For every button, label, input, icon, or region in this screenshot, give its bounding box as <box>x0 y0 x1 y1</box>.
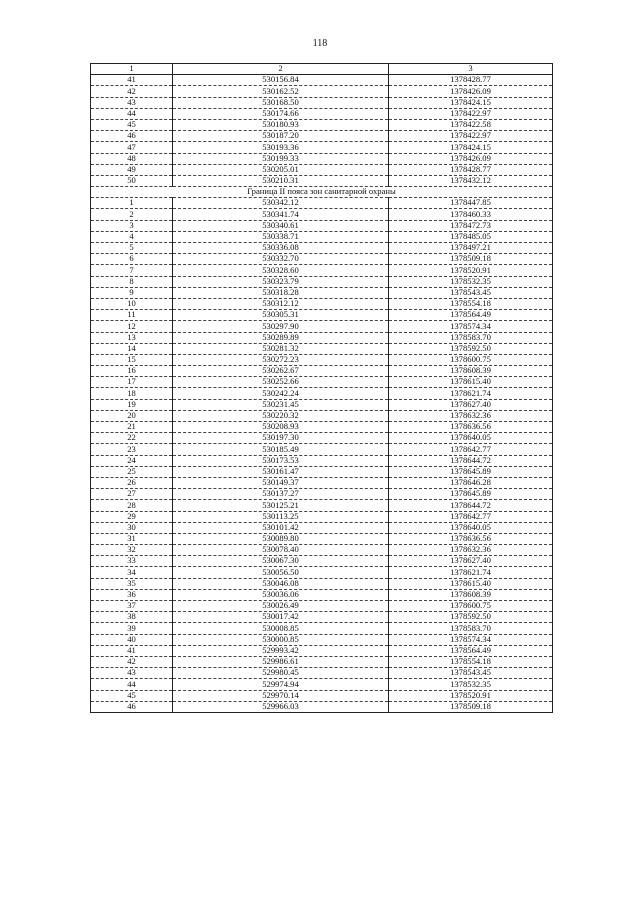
x-coordinate-cell: 530199.33 <box>173 153 389 164</box>
y-coordinate-cell: 1378564.49 <box>389 310 553 321</box>
y-coordinate-cell: 1378632.36 <box>389 545 553 556</box>
table-row <box>91 265 553 276</box>
x-coordinate-cell: 530161.47 <box>173 466 389 477</box>
point-number-cell: 43 <box>91 97 173 108</box>
table-row <box>91 634 553 645</box>
point-number-cell: 44 <box>91 679 173 690</box>
y-coordinate-cell: 1378426.09 <box>389 153 553 164</box>
y-coordinate-cell: 1378600.75 <box>389 601 553 612</box>
x-coordinate-cell: 530026.49 <box>173 601 389 612</box>
table-row <box>91 466 553 477</box>
point-number-cell: 8 <box>91 276 173 287</box>
y-coordinate-cell: 1378460.33 <box>389 209 553 220</box>
table-row <box>91 455 553 466</box>
point-number-cell: 32 <box>91 545 173 556</box>
x-coordinate-cell: 530067.30 <box>173 556 389 567</box>
table-row <box>91 276 553 287</box>
y-coordinate-cell: 1378636.56 <box>389 422 553 433</box>
table-row <box>91 612 553 623</box>
point-number-cell: 22 <box>91 433 173 444</box>
y-coordinate-cell: 1378554.18 <box>389 298 553 309</box>
x-coordinate-cell: 530332.70 <box>173 254 389 265</box>
column-header-point-number: 1 <box>91 64 173 75</box>
x-coordinate-cell: 530252.66 <box>173 377 389 388</box>
x-coordinate-cell: 530078.40 <box>173 545 389 556</box>
section-title-row <box>91 187 553 198</box>
table-row <box>91 545 553 556</box>
table-row <box>91 533 553 544</box>
y-coordinate-cell: 1378632.36 <box>389 410 553 421</box>
table-row <box>91 578 553 589</box>
x-coordinate-cell: 530180.93 <box>173 119 389 130</box>
table-row <box>91 332 553 343</box>
table-row <box>91 567 553 578</box>
x-coordinate-cell: 529993.42 <box>173 645 389 656</box>
table-row <box>91 623 553 634</box>
y-coordinate-cell: 1378615.40 <box>389 578 553 589</box>
y-coordinate-cell: 1378422.58 <box>389 119 553 130</box>
point-number-cell: 15 <box>91 354 173 365</box>
table-row <box>91 489 553 500</box>
x-coordinate-cell: 530101.42 <box>173 522 389 533</box>
point-number-cell: 3 <box>91 220 173 231</box>
table-row <box>91 119 553 130</box>
x-coordinate-cell: 530008.85 <box>173 623 389 634</box>
table-row <box>91 589 553 600</box>
table-row <box>91 701 553 712</box>
y-coordinate-cell: 1378447.85 <box>389 198 553 209</box>
y-coordinate-cell: 1378627.40 <box>389 399 553 410</box>
point-number-cell: 9 <box>91 287 173 298</box>
x-coordinate-cell: 530272.23 <box>173 354 389 365</box>
x-coordinate-cell: 530341.74 <box>173 209 389 220</box>
table-row <box>91 444 553 455</box>
table-row <box>91 500 553 511</box>
y-coordinate-cell: 1378640.05 <box>389 522 553 533</box>
point-number-cell: 29 <box>91 511 173 522</box>
point-number-cell: 27 <box>91 489 173 500</box>
x-coordinate-cell: 530289.89 <box>173 332 389 343</box>
y-coordinate-cell: 1378424.15 <box>389 142 553 153</box>
x-coordinate-cell: 530056.50 <box>173 567 389 578</box>
table-row <box>91 410 553 421</box>
y-coordinate-cell: 1378644.72 <box>389 500 553 511</box>
x-coordinate-cell: 530185.49 <box>173 444 389 455</box>
point-number-cell: 16 <box>91 366 173 377</box>
x-coordinate-cell: 530156.84 <box>173 75 389 86</box>
table-row <box>91 522 553 533</box>
table-row <box>91 399 553 410</box>
table-row <box>91 343 553 354</box>
table-row <box>91 388 553 399</box>
point-number-cell: 13 <box>91 332 173 343</box>
point-number-cell: 36 <box>91 589 173 600</box>
y-coordinate-cell: 1378646.28 <box>389 477 553 488</box>
x-coordinate-cell: 530173.53 <box>173 455 389 466</box>
table-row <box>91 668 553 679</box>
point-number-cell: 19 <box>91 399 173 410</box>
x-coordinate-cell: 530089.80 <box>173 533 389 544</box>
table-row <box>91 366 553 377</box>
point-number-cell: 41 <box>91 645 173 656</box>
point-number-cell: 20 <box>91 410 173 421</box>
table-row <box>91 231 553 242</box>
point-number-cell: 23 <box>91 444 173 455</box>
x-coordinate-cell: 529966.03 <box>173 701 389 712</box>
x-coordinate-cell: 530174.66 <box>173 108 389 119</box>
x-coordinate-cell: 529980.45 <box>173 668 389 679</box>
x-coordinate-cell: 530340.61 <box>173 220 389 231</box>
x-coordinate-cell: 530187.20 <box>173 131 389 142</box>
y-coordinate-cell: 1378621.74 <box>389 388 553 399</box>
table-header-row <box>91 64 553 75</box>
point-number-cell: 11 <box>91 310 173 321</box>
x-coordinate-cell: 530000.85 <box>173 634 389 645</box>
table-row <box>91 164 553 175</box>
y-coordinate-cell: 1378428.77 <box>389 75 553 86</box>
table-row <box>91 298 553 309</box>
table-row <box>91 142 553 153</box>
y-coordinate-cell: 1378636.56 <box>389 533 553 544</box>
table-row <box>91 690 553 701</box>
table-row <box>91 97 553 108</box>
x-coordinate-cell: 530197.30 <box>173 433 389 444</box>
x-coordinate-cell: 530262.67 <box>173 366 389 377</box>
point-number-cell: 42 <box>91 86 173 97</box>
point-number-cell: 6 <box>91 254 173 265</box>
y-coordinate-cell: 1378509.18 <box>389 254 553 265</box>
point-number-cell: 21 <box>91 422 173 433</box>
coordinates-table <box>90 63 553 713</box>
table-row <box>91 377 553 388</box>
section-title: Граница II пояса зон санитарной охраны <box>91 187 553 198</box>
point-number-cell: 25 <box>91 466 173 477</box>
point-number-cell: 34 <box>91 567 173 578</box>
x-coordinate-cell: 530168.50 <box>173 97 389 108</box>
y-coordinate-cell: 1378520.91 <box>389 265 553 276</box>
y-coordinate-cell: 1378645.89 <box>389 466 553 477</box>
y-coordinate-cell: 1378543.45 <box>389 668 553 679</box>
x-coordinate-cell: 530297.90 <box>173 321 389 332</box>
table-row <box>91 433 553 444</box>
y-coordinate-cell: 1378472.73 <box>389 220 553 231</box>
point-number-cell: 4 <box>91 231 173 242</box>
point-number-cell: 38 <box>91 612 173 623</box>
x-coordinate-cell: 530318.28 <box>173 287 389 298</box>
table-row <box>91 243 553 254</box>
y-coordinate-cell: 1378509.18 <box>389 701 553 712</box>
y-coordinate-cell: 1378583.70 <box>389 623 553 634</box>
table-row <box>91 310 553 321</box>
table-row <box>91 198 553 209</box>
x-coordinate-cell: 530046.08 <box>173 578 389 589</box>
x-coordinate-cell: 529986.61 <box>173 656 389 667</box>
y-coordinate-cell: 1378554.18 <box>389 656 553 667</box>
y-coordinate-cell: 1378532.35 <box>389 276 553 287</box>
table-row <box>91 601 553 612</box>
y-coordinate-cell: 1378640.05 <box>389 433 553 444</box>
x-coordinate-cell: 530323.79 <box>173 276 389 287</box>
point-number-cell: 2 <box>91 209 173 220</box>
x-coordinate-cell: 530336.08 <box>173 243 389 254</box>
point-number-cell: 30 <box>91 522 173 533</box>
table-row <box>91 220 553 231</box>
point-number-cell: 18 <box>91 388 173 399</box>
table-row <box>91 175 553 186</box>
y-coordinate-cell: 1378600.75 <box>389 354 553 365</box>
table-row <box>91 131 553 142</box>
y-coordinate-cell: 1378574.34 <box>389 634 553 645</box>
x-coordinate-cell: 530312.12 <box>173 298 389 309</box>
point-number-cell: 26 <box>91 477 173 488</box>
x-coordinate-cell: 530281.32 <box>173 343 389 354</box>
point-number-cell: 44 <box>91 108 173 119</box>
table-row <box>91 75 553 86</box>
page-number: 118 <box>312 38 328 49</box>
point-number-cell: 37 <box>91 601 173 612</box>
y-coordinate-cell: 1378644.72 <box>389 455 553 466</box>
y-coordinate-cell: 1378520.91 <box>389 690 553 701</box>
x-coordinate-cell: 530220.32 <box>173 410 389 421</box>
table-row <box>91 254 553 265</box>
point-number-cell: 17 <box>91 377 173 388</box>
y-coordinate-cell: 1378645.89 <box>389 489 553 500</box>
point-number-cell: 5 <box>91 243 173 254</box>
x-coordinate-cell: 529974.94 <box>173 679 389 690</box>
y-coordinate-cell: 1378497.21 <box>389 243 553 254</box>
point-number-cell: 1 <box>91 198 173 209</box>
point-number-cell: 48 <box>91 153 173 164</box>
point-number-cell: 7 <box>91 265 173 276</box>
point-number-cell: 46 <box>91 131 173 142</box>
table-row <box>91 511 553 522</box>
table-row <box>91 108 553 119</box>
point-number-cell: 50 <box>91 175 173 186</box>
x-coordinate-cell: 530208.93 <box>173 422 389 433</box>
point-number-cell: 47 <box>91 142 173 153</box>
table-row <box>91 679 553 690</box>
point-number-cell: 12 <box>91 321 173 332</box>
y-coordinate-cell: 1378422.97 <box>389 131 553 142</box>
y-coordinate-cell: 1378424.15 <box>389 97 553 108</box>
y-coordinate-cell: 1378627.40 <box>389 556 553 567</box>
y-coordinate-cell: 1378642.77 <box>389 511 553 522</box>
y-coordinate-cell: 1378432.12 <box>389 175 553 186</box>
point-number-cell: 14 <box>91 343 173 354</box>
y-coordinate-cell: 1378532.35 <box>389 679 553 690</box>
x-coordinate-cell: 530210.31 <box>173 175 389 186</box>
x-coordinate-cell: 530242.24 <box>173 388 389 399</box>
x-coordinate-cell: 530338.71 <box>173 231 389 242</box>
table-row <box>91 477 553 488</box>
point-number-cell: 49 <box>91 164 173 175</box>
point-number-cell: 39 <box>91 623 173 634</box>
table-row <box>91 321 553 332</box>
x-coordinate-cell: 530137.27 <box>173 489 389 500</box>
x-coordinate-cell: 529970.14 <box>173 690 389 701</box>
y-coordinate-cell: 1378608.39 <box>389 589 553 600</box>
table-row <box>91 86 553 97</box>
x-coordinate-cell: 530017.42 <box>173 612 389 623</box>
y-coordinate-cell: 1378485.05 <box>389 231 553 242</box>
x-coordinate-cell: 530231.45 <box>173 399 389 410</box>
y-coordinate-cell: 1378583.70 <box>389 332 553 343</box>
x-coordinate-cell: 530342.12 <box>173 198 389 209</box>
point-number-cell: 45 <box>91 119 173 130</box>
point-number-cell: 41 <box>91 75 173 86</box>
y-coordinate-cell: 1378608.39 <box>389 366 553 377</box>
table-row <box>91 354 553 365</box>
x-coordinate-cell: 530113.25 <box>173 511 389 522</box>
column-header-x: 2 <box>173 64 389 75</box>
y-coordinate-cell: 1378574.34 <box>389 321 553 332</box>
table-row <box>91 153 553 164</box>
x-coordinate-cell: 530193.36 <box>173 142 389 153</box>
point-number-cell: 43 <box>91 668 173 679</box>
table-row <box>91 556 553 567</box>
x-coordinate-cell: 530305.31 <box>173 310 389 321</box>
x-coordinate-cell: 530125.21 <box>173 500 389 511</box>
point-number-cell: 10 <box>91 298 173 309</box>
y-coordinate-cell: 1378543.45 <box>389 287 553 298</box>
y-coordinate-cell: 1378592.50 <box>389 343 553 354</box>
point-number-cell: 46 <box>91 701 173 712</box>
table-row <box>91 209 553 220</box>
point-number-cell: 40 <box>91 634 173 645</box>
y-coordinate-cell: 1378422.97 <box>389 108 553 119</box>
column-header-y: 3 <box>389 64 553 75</box>
y-coordinate-cell: 1378621.74 <box>389 567 553 578</box>
point-number-cell: 31 <box>91 533 173 544</box>
y-coordinate-cell: 1378642.77 <box>389 444 553 455</box>
y-coordinate-cell: 1378592.50 <box>389 612 553 623</box>
y-coordinate-cell: 1378564.49 <box>389 645 553 656</box>
x-coordinate-cell: 530036.06 <box>173 589 389 600</box>
x-coordinate-cell: 530149.37 <box>173 477 389 488</box>
x-coordinate-cell: 530205.01 <box>173 164 389 175</box>
point-number-cell: 42 <box>91 656 173 667</box>
point-number-cell: 33 <box>91 556 173 567</box>
x-coordinate-cell: 530162.52 <box>173 86 389 97</box>
y-coordinate-cell: 1378615.40 <box>389 377 553 388</box>
point-number-cell: 28 <box>91 500 173 511</box>
table-row <box>91 645 553 656</box>
point-number-cell: 24 <box>91 455 173 466</box>
y-coordinate-cell: 1378428.77 <box>389 164 553 175</box>
x-coordinate-cell: 530328.60 <box>173 265 389 276</box>
point-number-cell: 45 <box>91 690 173 701</box>
y-coordinate-cell: 1378426.09 <box>389 86 553 97</box>
table-row <box>91 422 553 433</box>
table-row <box>91 287 553 298</box>
table-row <box>91 656 553 667</box>
point-number-cell: 35 <box>91 578 173 589</box>
